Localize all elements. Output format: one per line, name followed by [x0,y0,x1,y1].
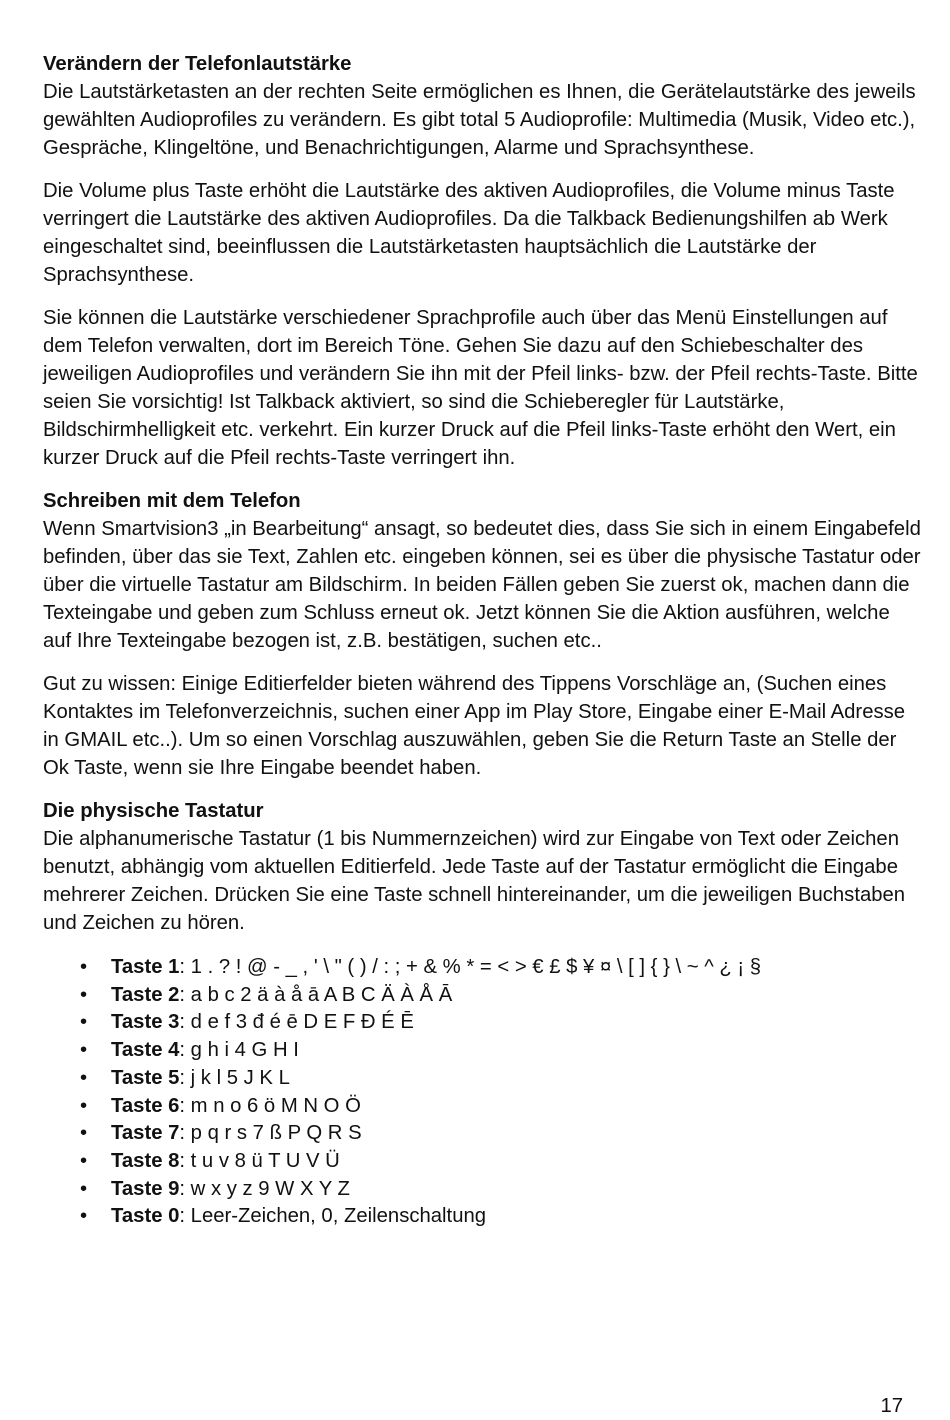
list-item [43,1148,923,1176]
key-label: Taste 8 [111,1149,180,1172]
paragraph: Gut zu wissen: Einige Editierfelder bieten während des Tippens Vorschläge an, (Suchen eines Kontaktes im Telefonverzeichnis, suchen einer App im Play Store, Eingabe einer E-Mail Adresse in GMAIL etc..). Um so einen Vorschlag auszuwählen, geben Sie die Return Taste an Stelle der Ok Taste, wenn sie Ihre Eingabe beendet haben. [43,673,906,779]
list-item [43,954,923,982]
section-heading: Die physische Tastatur [43,800,264,822]
section-heading: Verändern der Telefonlautstärke [43,53,352,75]
bullet-icon: • [80,1039,88,1062]
paragraph: Sie können die Lautstärke verschiedener Sprachprofile auch über das Menü Einstellungen auf dem Telefon verwalten, dort im Bereich Töne. Gehen Sie dazu auf den Schiebeschalter des jeweiligen Audioprofiles und verändern Sie ihn mit der Pfeil links- bzw. der Pfeil rechts-Taste. Bitte seien Sie vorsichtig! Ist Talkback aktiviert, so sind die Schieberegler für Lautstärke, Bildschirmhelligkeit etc. verkehrt. Ein kurzer Druck auf die Pfeil links-Taste erhöht den Wert, ein kurzer Druck auf die Pfeil rechts-Taste verringert ihn. [43,307,918,469]
list-item [43,1120,923,1148]
paragraph: Wenn Smartvision3 „in Bearbeitung“ ansagt, so bedeutet dies, dass Sie sich in einem Eingabefeld befinden, über das sie Text, Zahlen etc. eingeben können, sei es über die physische Tastatur oder über die virtuelle Tastatur am Bildschirm. In beiden Fällen geben Sie zuerst ok, machen dann die Texteingabe und geben zum Schluss erneut ok. Jetzt können Sie die Aktion ausführen, welche auf Ihre Texteingabe bezogen ist, z.B. bestätigen, suchen etc.. [43,518,921,652]
bullet-icon: • [80,1011,88,1034]
bullet-icon: • [80,1094,88,1117]
key-label: Taste 7 [111,1122,180,1145]
bullet-icon: • [80,1205,88,1228]
list-item [43,1093,923,1121]
list-item [43,1176,923,1204]
bullet-icon: • [80,1066,88,1089]
key-chars: : j k l 5 J K L [179,1066,290,1089]
key-label: Taste 3 [111,1011,180,1034]
bullet-icon: • [80,1122,88,1145]
section-volume [43,50,923,472]
key-label: Taste 0 [111,1205,180,1228]
key-label: Taste 2 [111,983,180,1006]
key-label: Taste 4 [111,1039,180,1062]
list-item [43,1203,923,1231]
key-chars: : w x y z 9 W X Y Z [179,1177,350,1200]
paragraph: Die Lautstärketasten an der rechten Seite ermöglichen es Ihnen, die Gerätelautstärke des jeweils gewählten Audioprofiles zu verändern. Es gibt total 5 Audioprofile: Multimedia (Musik, Video etc.), Gespräche, Klingeltöne, und Benachrichtigungen, Alarme und Sprachsynthese. [43,81,916,159]
list-item [43,1037,923,1065]
key-chars: : p q r s 7 ß P Q R S [179,1122,362,1145]
page-number: 17 [880,1395,903,1417]
bullet-icon: • [80,956,88,978]
key-chars: : 1 . ? ! @ - _ , ' \ " ( ) / : ; + & % * = < > € £ $ ¥ ¤ \ [ ] { } \ ~ ^ ¿ ¡ § [179,956,762,978]
section-keyboard [43,797,923,1231]
key-chars: : d e f 3 đ é ē D E F Đ É Ē [179,1011,414,1034]
document-page [43,50,923,1231]
section-heading: Schreiben mit dem Telefon [43,490,301,512]
bullet-icon: • [80,1177,88,1200]
key-list [43,954,923,1231]
section-writing [43,487,923,782]
list-item [43,1009,923,1037]
key-chars: : a b c 2 ä à å ā A B C Ä À Å Ā [179,983,453,1006]
key-chars: : g h i 4 G H I [179,1039,299,1062]
key-label: Taste 5 [111,1066,180,1089]
key-chars: : t u v 8 ü T U V Ü [179,1149,340,1172]
key-chars: : Leer-Zeichen, 0, Zeilenschaltung [179,1205,487,1228]
key-chars: : m n o 6 ö M N O Ö [179,1094,361,1117]
bullet-icon: • [80,983,88,1006]
paragraph: Die alphanumerische Tastatur (1 bis Nummernzeichen) wird zur Eingabe von Text oder Zeichen benutzt, abhängig vom aktuellen Editierfeld. Jede Taste auf der Tastatur ermöglicht die Eingabe mehrerer Zeichen. Drücken Sie eine Taste schnell hintereinander, um die jeweiligen Buchstaben und Zeichen zu hören. [43,828,906,934]
bullet-icon: • [80,1149,88,1172]
paragraph: Die Volume plus Taste erhöht die Lautstärke des aktiven Audioprofiles, die Volume minus Taste verringert die Lautstärke des aktiven Audioprofiles. Da die Talkback Bedienungshilfen ab Werk eingeschaltet sind, beeinflussen die Lautstärketasten hauptsächlich die Lautstärke der Sprachsynthese. [43,180,895,286]
key-label: Taste 6 [111,1094,180,1117]
list-item [43,982,923,1010]
key-label: Taste 9 [111,1177,180,1200]
list-item [43,1065,923,1093]
key-label: Taste 1 [111,956,180,978]
